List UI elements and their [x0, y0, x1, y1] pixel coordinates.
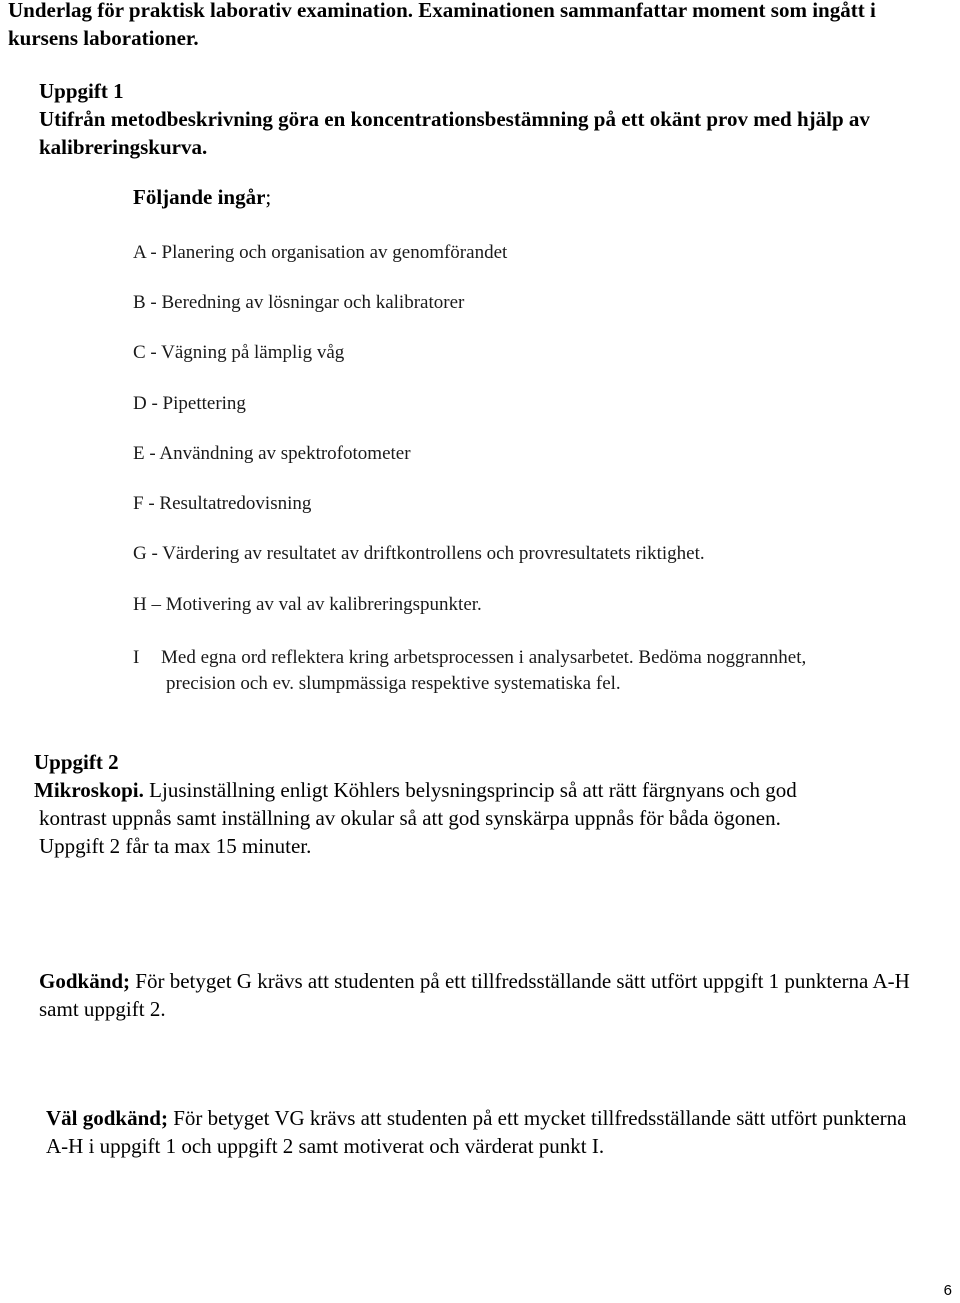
criterion-b: B - Beredning av lösningar och kalibratorer [133, 292, 465, 313]
grade-distinction-label: Väl godkänd; [46, 1106, 168, 1130]
task2-subtitle: Mikroskopi. [34, 778, 144, 802]
criterion-g: G - Värdering av resultatet av driftkontrollens och provresultatets riktighet. [133, 543, 705, 564]
task2-line1 [34, 776, 934, 804]
intro-heading: Underlag för praktisk laborativ examination. Examinationen sammanfattar moment som ingått i kursens laborationer. [8, 0, 876, 50]
task2-title: Uppgift 2 [34, 750, 119, 774]
criterion-i-letter: I [133, 647, 140, 668]
grade-pass-text: För betyget G krävs att studenten på ett tillfredsställande sätt utfört uppgift 1 punkterna A-H samt uppgift 2. [39, 969, 910, 1021]
following-label [133, 185, 271, 210]
task2-text1: Ljusinställning enligt Köhlers belysningsprincip så att rätt färgnyans och god [143, 778, 797, 802]
criterion-f: F - Resultatredovisning [133, 493, 312, 514]
task1-heading [39, 77, 939, 161]
task2-section [34, 748, 934, 860]
task2-line3: Uppgift 2 får ta max 15 minuter. [39, 834, 312, 858]
task2-line2: kontrast uppnås samt inställning av okular så att god synskärpa uppnås för båda ögonen. [39, 806, 781, 830]
criterion-h: H – Motivering av val av kalibreringspunkter. [133, 594, 482, 615]
criterion-i-line1 [133, 645, 806, 671]
grade-distinction-text: För betyget VG krävs att studenten på ett mycket tillfredsställande sätt utfört punkterna A-H i uppgift 1 och uppgift 2 samt motiverat och värderat punkt I. [46, 1106, 907, 1158]
following-label-suffix: ; [265, 185, 272, 209]
criterion-d: D - Pipettering [133, 393, 246, 414]
page-number: 6 [943, 1282, 952, 1299]
task1-description: Utifrån metodbeskrivning göra en koncentrationsbestämning på ett okänt prov med hjälp av kalibreringskurva. [39, 107, 870, 159]
criterion-e: E - Användning av spektrofotometer [133, 443, 411, 464]
criterion-i-text1: Med egna ord reflektera kring arbetsprocessen i analysarbetet. Bedöma noggrannhet, [161, 647, 807, 668]
task1-title: Uppgift 1 [39, 79, 124, 103]
following-label-text: Följande ingår [133, 185, 266, 209]
criterion-i [133, 645, 806, 697]
grade-pass [39, 967, 919, 1023]
criterion-a: A - Planering och organisation av genomförandet [133, 242, 508, 263]
grade-distinction [46, 1104, 926, 1160]
grade-pass-label: Godkänd; [39, 969, 131, 993]
criterion-i-line2: precision och ev. slumpmässiga respektive systematiska fel. [166, 673, 621, 694]
criterion-c: C - Vägning på lämplig våg [133, 342, 345, 363]
